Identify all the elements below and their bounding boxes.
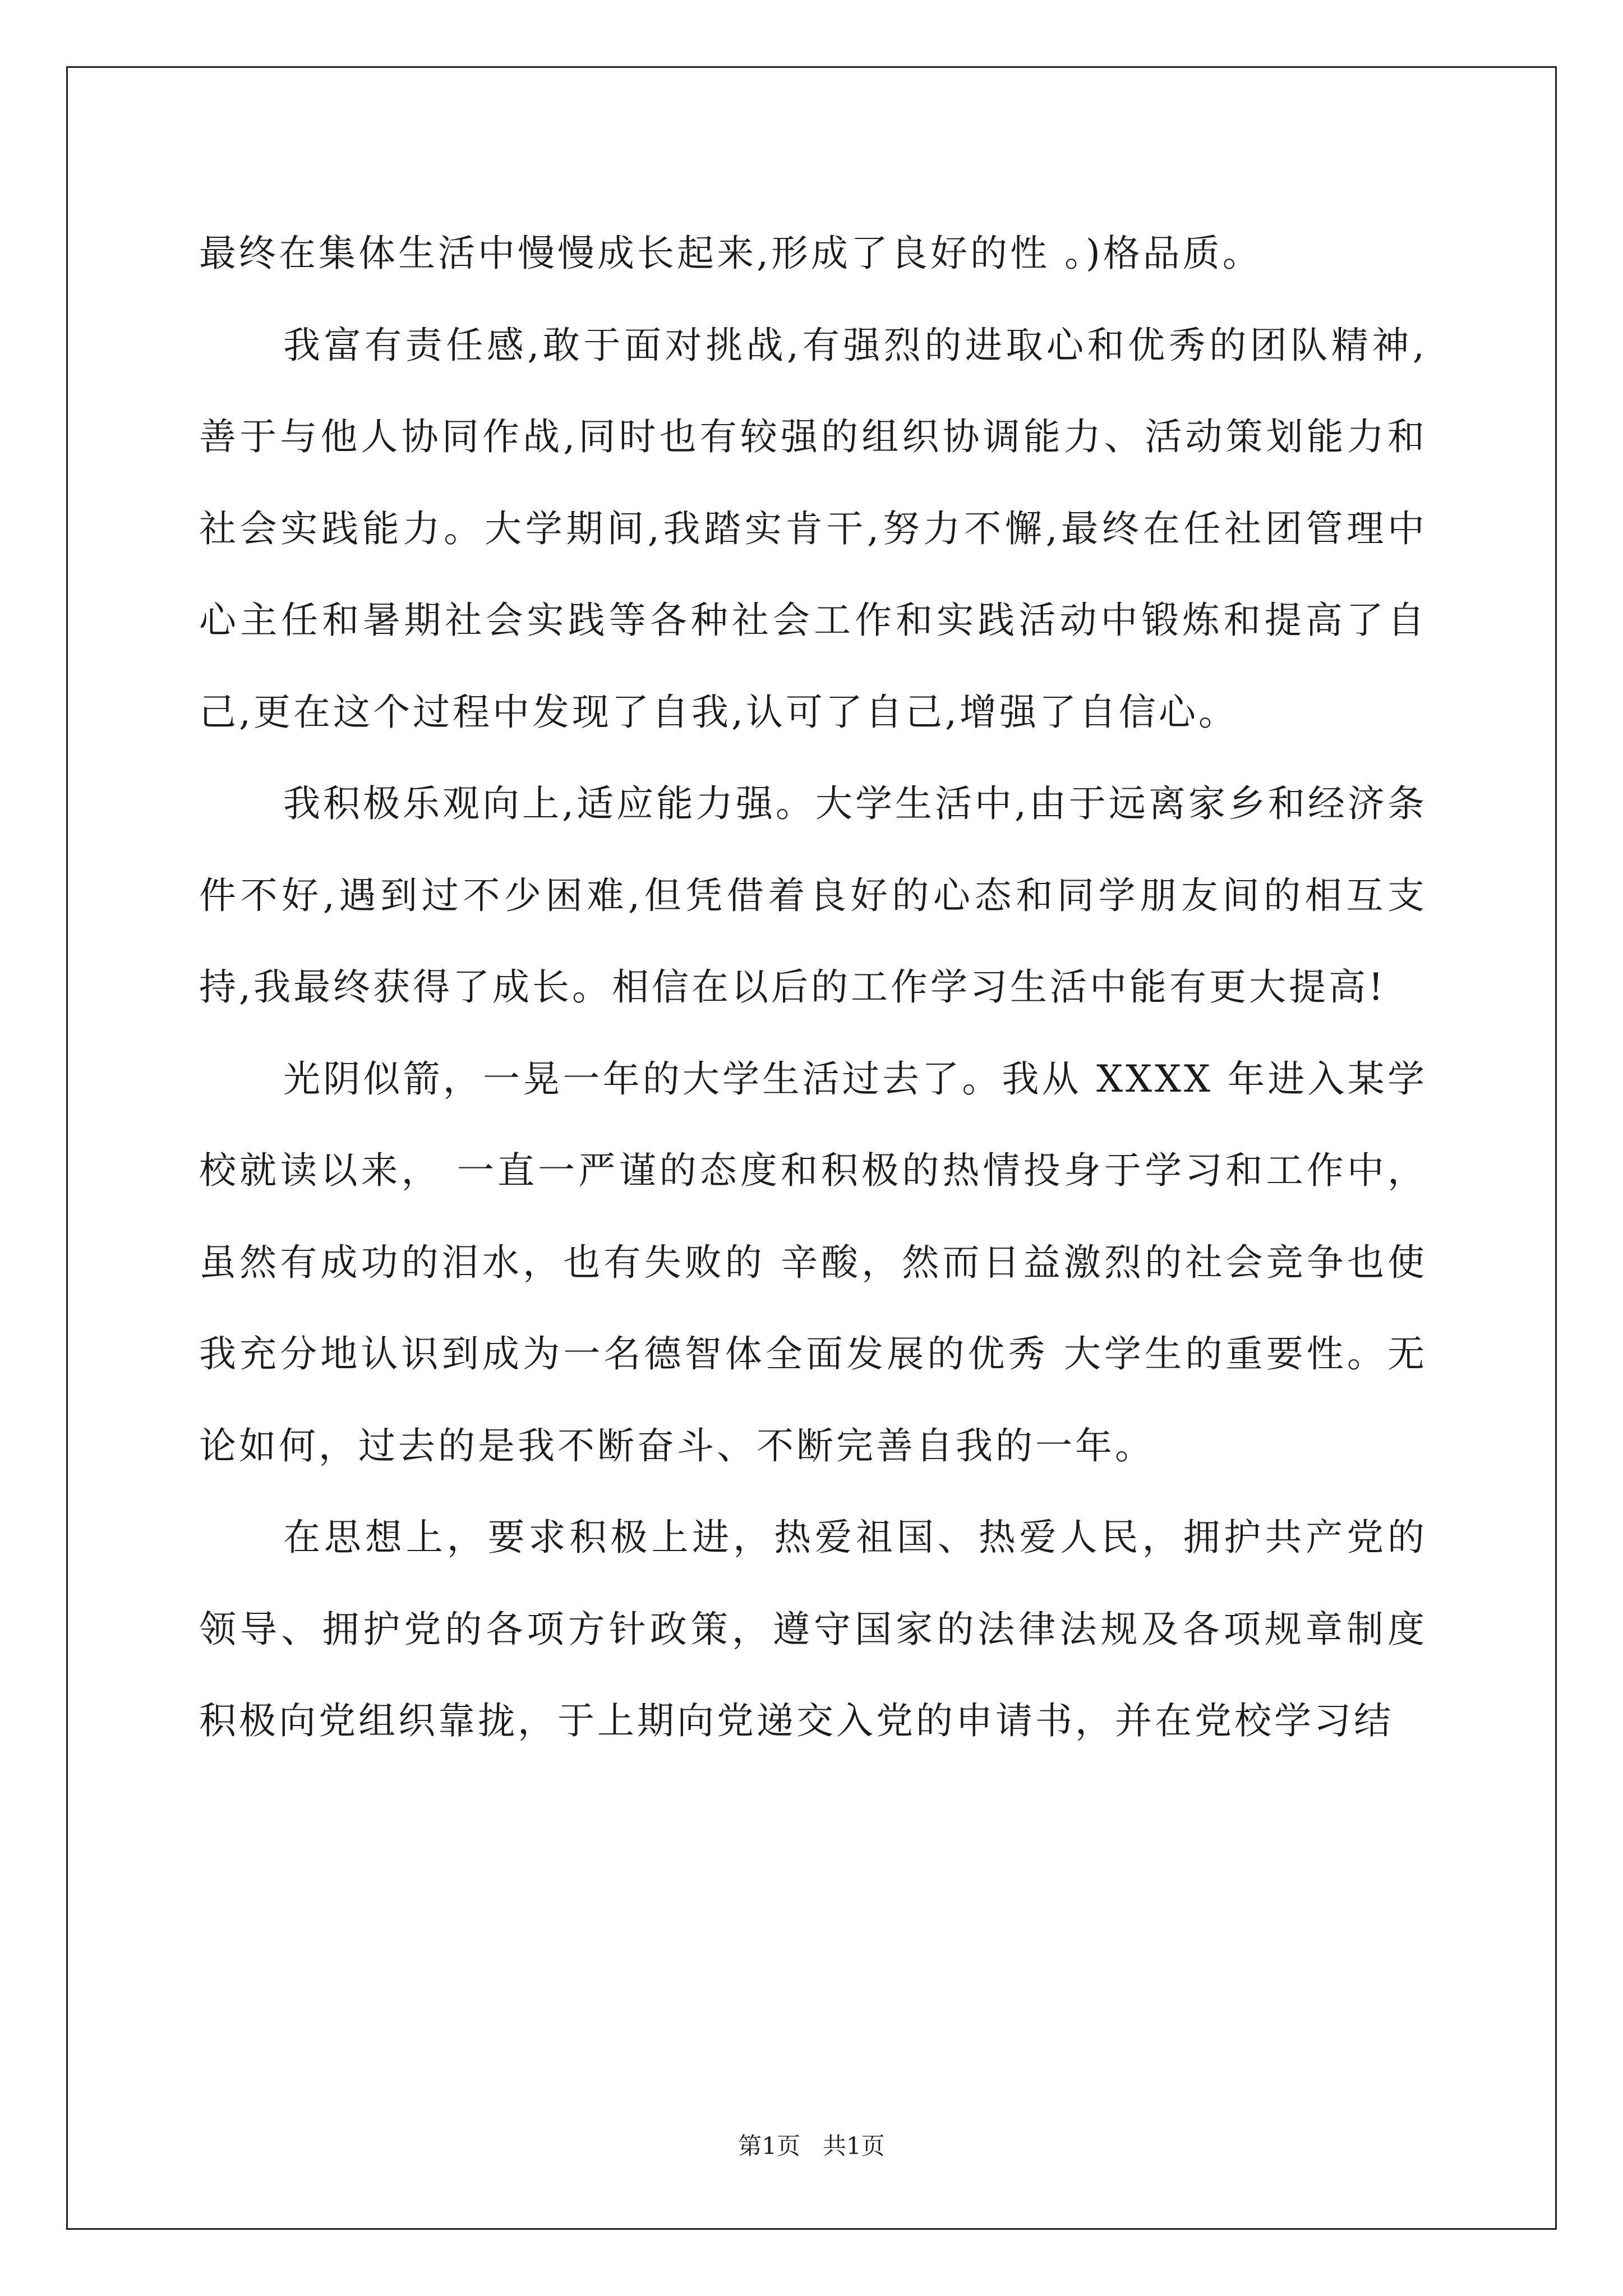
paragraph-3: 我积极乐观向上,适应能力强。大学生活中,由于远离家乡和经济条件不好,遇到过不少困难,但凭借着良好的心态和同学朋友间的相互支持,我最终获得了成长。相信在以后的工作学习生活中能有更大提高! (199, 782, 1427, 1009)
page-footer (0, 2131, 1623, 2162)
paragraph-2: 我富有责任感,敢于面对挑战,有强烈的进取心和优秀的团队精神,善于与他人协同作战,同时也有较强的组织协调能力、活动策划能力和社会实践能力。大学期间,我踏实肯干,努力不懈,最终在任社团管理中心主任和暑期社会实践等各种社会工作和实践活动中锻炼和提高了自己,更在这个过程中发现了自我,认可了自己,增强了自信心。 (199, 323, 1427, 734)
page-total: 共1页 (823, 2132, 885, 2160)
page-number: 第1页 (738, 2132, 800, 2160)
paragraph-1: 最终在集体生活中慢慢成长起来,形成了良好的性 。)格品质。 (199, 232, 1262, 275)
document-body (199, 208, 1427, 1767)
paragraph-5: 在思想上，要求积极上进，热爱祖国、热爱人民，拥护共产党的领导、拥护党的各项方针政策，遵守国家的法律法规及各项规章制度积极向党组织靠拢，于上期向党递交入党的申请书，并在党校学习结 (199, 1516, 1427, 1742)
paragraph-4: 光阴似箭，一晃一年的大学生活过去了。我从 XXXX 年进入某学校就读以来， 一直一严谨的态度和积极的热情投身于学习和工作中，虽然有成功的泪水，也有失败的 辛酸，然而日益激烈的社会竞争也使我充分地认识到成为一名德智体全面发展的优秀 大学生的重要性。无论如何，过去的是我不断奋斗、不断完善自我的一年。 (199, 1057, 1427, 1467)
